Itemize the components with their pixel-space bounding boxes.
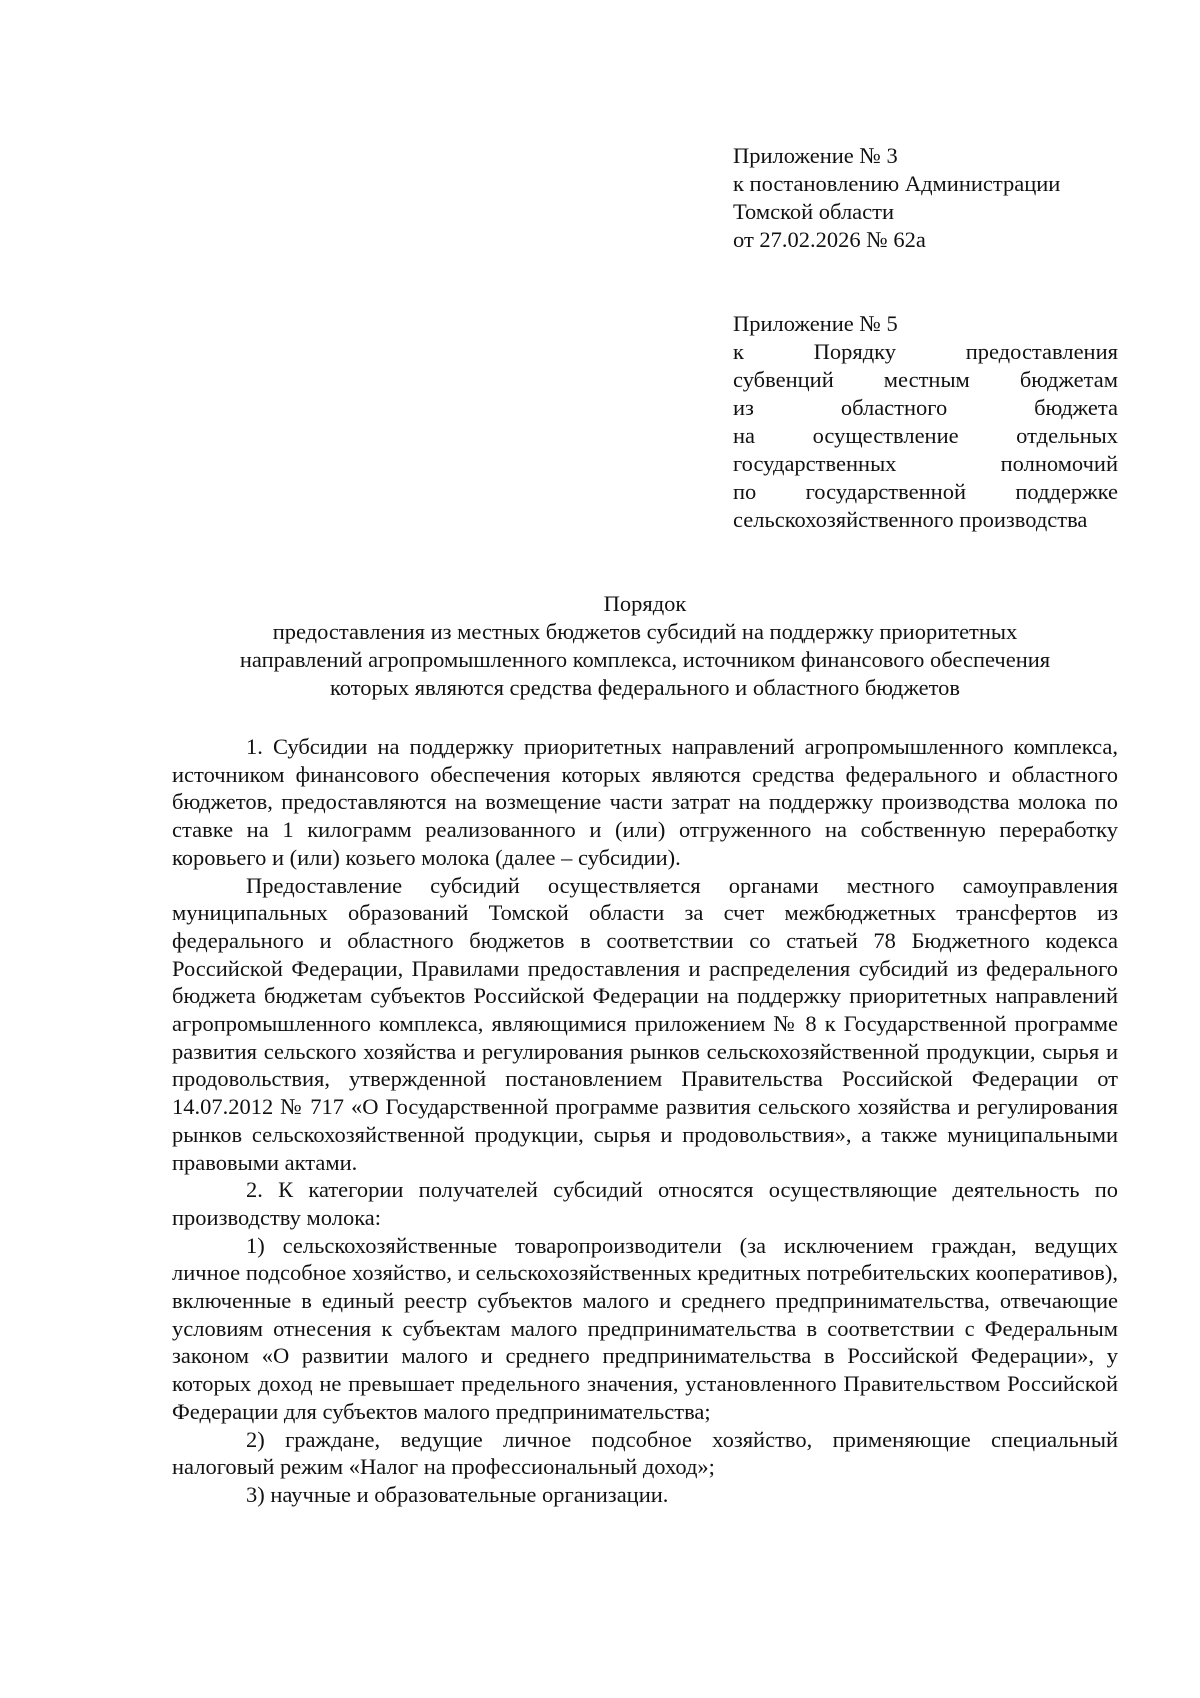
annex-line: сельскохозяйственного производства <box>733 507 1088 532</box>
appendix-resolution-ref: к постановлению Администрации <box>733 171 1061 196</box>
paragraph-5: 2) граждане, ведущие личное подсобное хозяйство, применяющие специальный налоговый режим «Налог на профессиональный доход»; <box>172 1426 1118 1480</box>
title-heading: Порядок <box>603 591 687 616</box>
annex-number: Приложение № 5 <box>733 311 898 336</box>
paragraph-6: 3) научные и образовательные организации. <box>246 1481 669 1507</box>
annex-header <box>733 310 1118 534</box>
document-body <box>172 733 1118 1509</box>
title-line: предоставления из местных бюджетов субсидий на поддержку приоритетных <box>272 619 1018 644</box>
title-line: направлений агропромышленного комплекса, источником финансового обеспечения <box>239 647 1051 672</box>
appendix-date: от 27.02.2026 № 62а <box>733 227 926 252</box>
appendix-region: Томской области <box>733 199 895 224</box>
annex-line: на осуществление отдельных <box>733 423 1118 448</box>
annex-line: к Порядку предоставления <box>733 339 1118 364</box>
annex-line: субвенций местным бюджетам <box>733 367 1118 392</box>
annex-line: по государственной поддержке <box>733 479 1118 504</box>
paragraph-2: Предоставление субсидий осуществляется органами местного самоуправления муниципальных образований Томской области за счет межбюджетных трансфертов из федерального и областного бюджетов в соответствии со статьей 78 Бюджетного кодекса Российской Федерации, Правилами предоставления и распределения субсидий из федерального бюджета бюджетам субъектов Российской Федерации на поддержку приоритетных направлений агропромышленного комплекса, являющимися приложением № 8 к Государственной программе развития сельского хозяйства и регулирования рынков сельскохозяйственной продукции, сырья и продовольствия, утвержденной постановлением Правительства Российской Федерации от 14.07.2012 № 717 «О Государственной программе развития сельского хозяйства и регулирования рынков сельскохозяйственной продукции, сырья и продовольствия», а также муниципальными правовыми актами. <box>172 872 1118 1175</box>
title-line: которых являются средства федерального и областного бюджетов <box>329 675 961 700</box>
paragraph-4: 1) сельскохозяйственные товаропроизводители (за исключением граждан, ведущих личное подсобное хозяйство, и сельскохозяйственных кредитных потребительских кооперативов), включенные в единый реестр субъектов малого и среднего предпринимательства, отвечающие условиям отнесения к субъектам малого предпринимательства в соответствии с Федеральным законом «О развитии малого и среднего предпринимательства в Российской Федерации», у которых доход не превышает предельного значения, установленного Правительством Российской Федерации для субъектов малого предпринимательства; <box>172 1232 1118 1424</box>
annex-line: из областного бюджета <box>733 395 1118 420</box>
appendix-number: Приложение № 3 <box>733 143 898 168</box>
paragraph-1: 1. Субсидии на поддержку приоритетных направлений агропромышленного комплекса, источником финансового обеспечения которых являются средства федерального и областного бюджетов, предоставляются на возмещение части затрат на поддержку производства молока по ставке на 1 килограмм реализованного и (или) отгруженного на собственную переработку коровьего и (или) козьего молока (далее – субсидии). <box>172 734 1118 870</box>
document-title <box>172 590 1118 702</box>
appendix-header <box>733 142 1118 254</box>
annex-line: государственных полномочий <box>733 451 1118 476</box>
paragraph-3: 2. К категории получателей субсидий относятся осуществляющие деятельность по производству молока: <box>172 1177 1118 1230</box>
